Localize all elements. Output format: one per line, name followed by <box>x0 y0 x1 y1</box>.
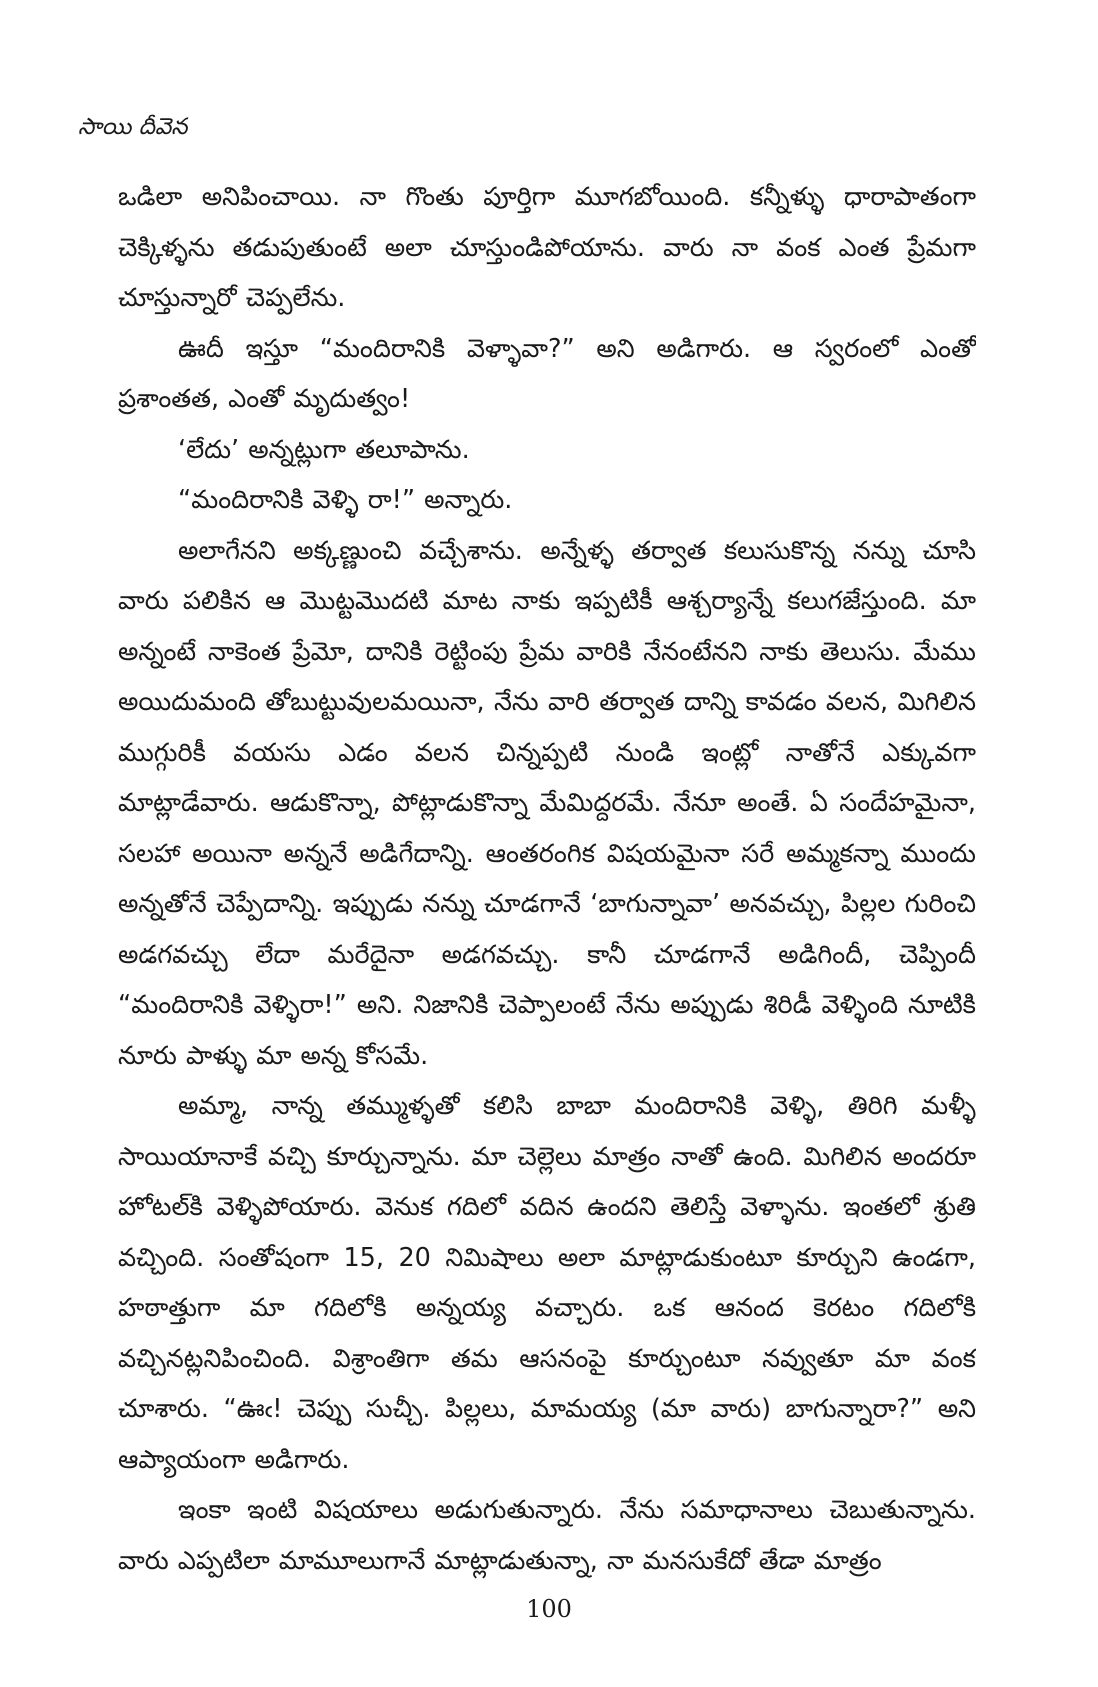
paragraph-2: ఊదీ ఇస్తూ “మందిరానికి వెళ్ళావా?” అని అడిగారు. ఆ స్వరంలో ఎంతో ప్రశాంతత, ఎంతో మృదుత్వం! <box>118 333 976 414</box>
page-body <box>118 172 976 1592</box>
running-header-title: సాయి దీవెన <box>78 114 188 140</box>
paragraph-4: “మందిరానికి వెళ్ళి రా!” అన్నారు. <box>178 485 513 515</box>
paragraph-1: ఒడిలా అనిపించాయి. నా గొంతు పూర్తిగా మూగబోయింది. కన్నీళ్ళు ధారాపాతంగా చెక్కిళ్ళను తడుపుతుంటే అలా చూస్తుండిపోయాను. వారు నా వంక ఎంత ప్రేమగా చూస్తున్నారో చెప్పలేను. <box>118 182 976 313</box>
page-number: 100 <box>526 1595 572 1623</box>
paragraph-6: అమ్మా, నాన్న తమ్ముళ్ళతో కలిసి బాబా మందిరానికి వెళ్ళి, తిరిగి మళ్ళీ సాయియానాకే వచ్చి కూర్చున్నాను. మా చెల్లెలు మాత్రం నాతో ఉంది. మిగిలిన అందరూ హోటల్‌కి వెళ్ళిపోయారు. వెనుక గదిలో వదిన ఉందని తెలిస్తే వెళ్ళాను. ఇంతలో శ్రుతి వచ్చింది. సంతోషంగా 15, 20 నిమిషాలు అలా మాట్లాడుకుంటూ కూర్చుని ఉండగా, హఠాత్తుగా మా గదిలోకి అన్నయ్య వచ్చారు. ఒక ఆనంద కెరటం గదిలోకి వచ్చినట్లనిపించింది. విశ్రాంతిగా తమ ఆసనంపై కూర్చుంటూ నవ్వుతూ మా వంక చూశారు. “ఊఁ! చెప్పు సుచ్చీ. పిల్లలు, మామయ్య (మా వారు) బాగున్నారా?” అని ఆప్యాయంగా అడిగారు. <box>118 1091 976 1475</box>
paragraph-5: అలాగేనని అక్కణ్ణుంచి వచ్చేశాను. అన్నేళ్ళ తర్వాత కలుసుకొన్న నన్ను చూసి వారు పలికిన ఆ మొట్టమొదటి మాట నాకు ఇప్పటికీ ఆశ్చర్యాన్నే కలుగజేస్తుంది. మా అన్నంటే నాకెంత ప్రేమో, దానికి రెట్టింపు ప్రేమ వారికి నేనంటేనని నాకు తెలుసు. మేము అయిదుమంది తోబుట్టువులమయినా, నేను వారి తర్వాత దాన్ని కావడం వలన, మిగిలిన ముగ్గురికీ వయసు ఎడం వలన చిన్నప్పటి నుండి ఇంట్లో నాతోనే ఎక్కువగా మాట్లాడేవారు. ఆడుకొన్నా, పోట్లాడుకొన్నా మేమిద్దరమే. నేనూ అంతే. ఏ సందేహమైనా, సలహా అయినా అన్ననే అడిగేదాన్ని. ఆంతరంగిక విషయమైనా సరే అమ్మకన్నా ముందు అన్నతోనే చెప్పేదాన్ని. ఇప్పుడు నన్ను చూడగానే ‘బాగున్నావా’ అనవచ్చు, పిల్లల గురించి అడగవచ్చు లేదా మరేదైనా అడగవచ్చు. కానీ చూడగానే అడిగిందీ, చెప్పిందీ “మందిరానికి వెళ్ళిరా!” అని. నిజానికి చెప్పాలంటే నేను అప్పుడు శిరిడీ వెళ్ళింది నూటికి నూరు పాళ్ళు మా అన్న కోసమే. <box>118 535 976 1071</box>
paragraph-3: ‘లేదు’ అన్నట్లుగా తలూపాను. <box>178 434 470 465</box>
paragraph-7: ఇంకా ఇంటి విషయాలు అడుగుతున్నారు. నేను సమాధానాలు చెబుతున్నాను. వారు ఎప్పటిలా మామూలుగానే మాట్లాడుతున్నా, నా మనసుకేదో తేడా మాత్రం <box>118 1495 976 1576</box>
